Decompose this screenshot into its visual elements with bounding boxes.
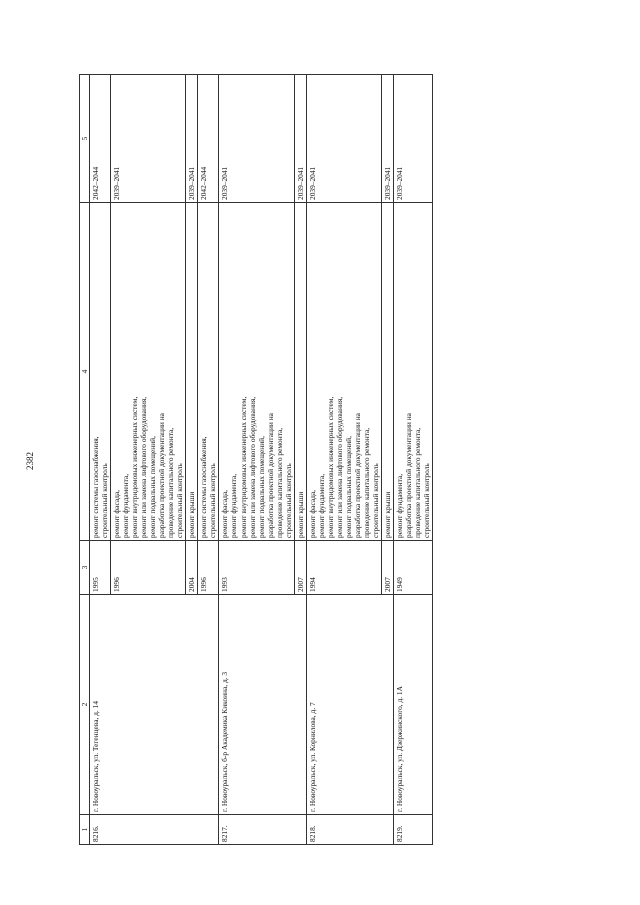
- works-cell: [306, 203, 381, 541]
- period-cell: 2039–2041: [306, 75, 381, 203]
- work-line: разработка проектной документации на: [157, 413, 167, 538]
- works-cell: [394, 203, 433, 541]
- row-number: 8216.: [90, 815, 219, 845]
- work-line: строительный контроль: [370, 463, 380, 538]
- work-line: ремонт внутридомовых инженерных систем,: [130, 396, 140, 538]
- year-cell: 1993: [219, 541, 294, 595]
- header-cell-2: 2: [80, 595, 90, 815]
- row-number: 8219.: [394, 815, 433, 845]
- works-cell: [111, 203, 186, 541]
- rotated-table-container: [79, 75, 566, 845]
- period-cell: 2039–2041: [294, 75, 306, 203]
- table-row: [219, 75, 294, 845]
- year-cell: 1996: [111, 541, 186, 595]
- works-cell: [294, 203, 306, 541]
- works-cell: [90, 203, 111, 541]
- work-line: ремонт подвальных помещений,: [343, 436, 353, 538]
- header-cell-3: 3: [80, 541, 90, 595]
- work-line: ремонт фасада,: [307, 490, 317, 538]
- header-row: [80, 75, 90, 845]
- works-cell: [198, 203, 219, 541]
- work-line: строительный контроль: [175, 463, 185, 538]
- address-cell: г. Новоуральск, ул. Дзержинского, д. 1А: [394, 595, 433, 815]
- year-cell: 1995: [90, 541, 111, 595]
- address-cell: г. Новоуральск, б-р Академика Кикоина, д. 3: [219, 595, 306, 815]
- work-line: строительный контроль: [422, 463, 432, 538]
- period-cell: 2042–2044: [90, 75, 111, 203]
- work-line: проведение капитального ремонта,: [361, 427, 371, 538]
- header-cell-1: 1: [80, 815, 90, 845]
- work-line: ремонт системы газоснабжения,: [91, 436, 101, 538]
- period-cell: 2039–2041: [381, 75, 393, 203]
- work-line: проведение капитального ремонта,: [413, 427, 423, 538]
- work-line: разработка проектной документации на: [352, 413, 362, 538]
- header-cell-4: 4: [80, 203, 90, 541]
- work-line: ремонт фундамента,: [229, 473, 239, 538]
- year-cell: 1996: [198, 541, 219, 595]
- work-line: строительный контроль: [100, 463, 110, 538]
- year-cell: 2004: [186, 541, 198, 595]
- table-row: [394, 75, 433, 845]
- period-cell: 2039–2041: [219, 75, 294, 203]
- work-line: ремонт крыши: [382, 491, 392, 538]
- work-line: ремонт крыши: [187, 491, 197, 538]
- year-cell: 1949: [394, 541, 433, 595]
- work-line: ремонт фундамента,: [395, 473, 404, 538]
- work-line: ремонт или замена лифтового оборудования,: [247, 396, 257, 538]
- work-line: разработка проектной документации на: [404, 413, 414, 538]
- work-line: ремонт крыши: [295, 491, 305, 538]
- works-cell: [219, 203, 294, 541]
- period-cell: 2042–2044: [198, 75, 219, 203]
- work-line: строительный контроль: [208, 463, 218, 538]
- year-cell: 1994: [306, 541, 381, 595]
- works-cell: [381, 203, 393, 541]
- work-line: ремонт системы газоснабжения,: [199, 436, 209, 538]
- address-cell: г. Новоуральск, ул. Корнилова, д. 7: [306, 595, 393, 815]
- work-line: ремонт подвальных помещений,: [148, 436, 158, 538]
- work-line: ремонт или замена лифтового оборудования,: [334, 396, 344, 538]
- year-cell: 2007: [294, 541, 306, 595]
- repair-schedule-table: [79, 74, 433, 845]
- work-line: ремонт внутридомовых инженерных систем,: [238, 396, 248, 538]
- work-line: проведение капитального ремонта,: [166, 427, 176, 538]
- work-line: ремонт фасада,: [220, 490, 230, 538]
- work-line: ремонт фундамента,: [316, 473, 326, 538]
- period-cell: 2039–2041: [111, 75, 186, 203]
- year-cell: 2007: [381, 541, 393, 595]
- page-number: 2382: [25, 452, 35, 470]
- period-cell: 2039–2041: [186, 75, 198, 203]
- table-row: [90, 75, 111, 845]
- works-cell: [186, 203, 198, 541]
- work-line: разработка проектной документации на: [265, 413, 275, 538]
- work-line: строительный контроль: [283, 463, 293, 538]
- table-row: [306, 75, 381, 845]
- work-line: ремонт подвальных помещений,: [256, 436, 266, 538]
- work-line: ремонт фасада,: [112, 490, 122, 538]
- row-number: 8218.: [306, 815, 393, 845]
- row-number: 8217.: [219, 815, 306, 845]
- work-line: ремонт фундамента,: [121, 473, 131, 538]
- work-line: ремонт или замена лифтового оборудования,: [139, 396, 149, 538]
- work-line: ремонт внутридомовых инженерных систем,: [325, 396, 335, 538]
- work-line: проведение капитального ремонта,: [274, 427, 284, 538]
- address-cell: г. Новоуральск, ул. Тегенцева, д. 14: [90, 595, 219, 815]
- period-cell: 2039–2041: [394, 75, 433, 203]
- header-cell-5: 5: [80, 75, 90, 203]
